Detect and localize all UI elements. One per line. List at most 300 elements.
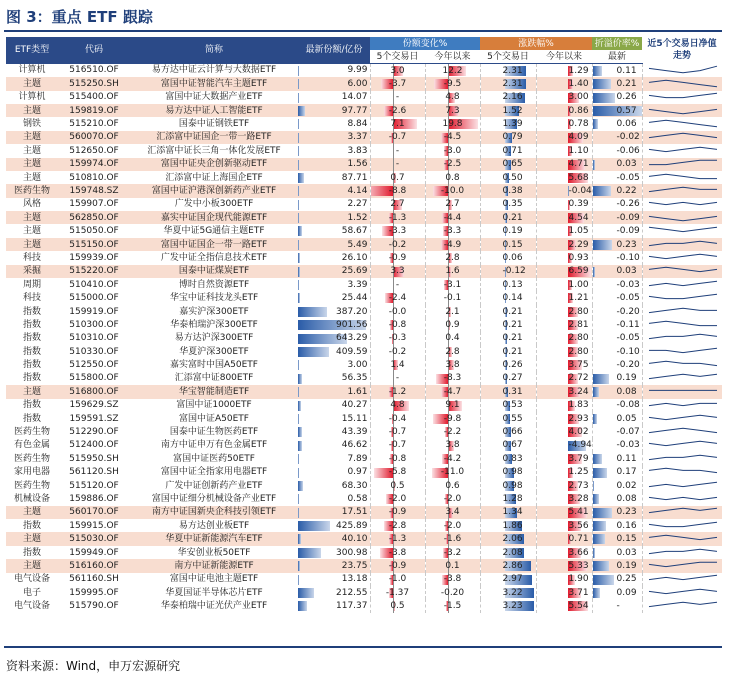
cell-share-d5: [370, 345, 425, 358]
cell-code: 510810.OF: [69, 172, 119, 183]
cell-share-d5: [370, 91, 425, 104]
table-row: [6, 532, 722, 545]
rise-d5-value: 1.39: [502, 119, 523, 130]
rise-ytd-value: 3.00: [568, 92, 589, 103]
table-row: [6, 77, 722, 90]
cell-sparkline: [642, 506, 722, 519]
col-share-ytd-header: 今年以来: [425, 50, 480, 63]
cell-share-ytd: [425, 519, 480, 532]
table-row: [6, 546, 722, 559]
cell-share-d5: [370, 425, 425, 438]
cell-type: 指数: [22, 520, 41, 531]
premium-value: -: [616, 601, 620, 612]
cell-premium: [592, 425, 642, 438]
cell-share-ytd: [425, 466, 480, 479]
cell-share-d5: [370, 104, 425, 117]
col-premium-latest-header: 最新: [592, 50, 642, 63]
cell-premium: [592, 224, 642, 237]
cell-rise-d5: [480, 251, 536, 264]
cell-name: 易方达沪深300ETF: [174, 333, 254, 344]
cell-type: 主题: [6, 559, 58, 572]
cell-name: 汇添富中证国企一带一路ETF: [130, 131, 298, 144]
cell-name: 南方中证申万有色金属ETF: [160, 440, 268, 451]
value-text: 3.4: [445, 507, 460, 518]
cell-rise-ytd: [536, 519, 592, 532]
cell-share: [298, 265, 370, 278]
cell-rise-d5: [480, 452, 536, 465]
cell-name: 富国中证全指家用电器ETF: [160, 467, 268, 478]
cell-name: 富国中证大数据产业ETF: [165, 92, 263, 103]
share-value: 409.59: [336, 346, 368, 357]
sparkline-chart: [645, 466, 721, 478]
cell-premium: [592, 104, 642, 117]
sparkline-path: [649, 482, 717, 486]
cell-type: 主题: [6, 131, 58, 144]
table-row: [6, 144, 722, 157]
rise-ytd-value: 4.71: [568, 159, 589, 170]
value-text: 0.7: [390, 172, 405, 183]
rise-ytd-value: 0.86: [568, 105, 589, 116]
rise-d5-value: 1.28: [502, 493, 523, 504]
cell-sparkline: [642, 251, 722, 264]
premium-value: -0.07: [616, 427, 640, 438]
cell-rise-ytd: [536, 332, 592, 345]
premium-value: -0.03: [616, 279, 640, 290]
rise-ytd-value: 3.71: [568, 587, 589, 598]
value-text: -1.5: [443, 601, 462, 612]
share-value: 1.52: [347, 212, 368, 223]
premium-value: -0.05: [616, 333, 640, 344]
rise-d5-value: 0.38: [502, 185, 523, 196]
value-text: -3.8: [443, 574, 462, 585]
sparkline-chart: [645, 131, 721, 143]
cell-share-ytd: [425, 385, 480, 398]
premium-value: 0.03: [616, 266, 637, 277]
rise-ytd-value: 5.41: [568, 507, 589, 518]
cell-rise-d5: [480, 532, 536, 545]
cell-premium: [592, 399, 642, 412]
cell-sparkline: [642, 211, 722, 224]
premium-value: 0.57: [616, 105, 637, 116]
table-row: [6, 479, 722, 492]
cell-rise-ytd: [536, 305, 592, 318]
sparkline-path: [649, 67, 717, 74]
premium-value: -0.05: [616, 293, 640, 304]
rise-group-header: 涨跌幅%: [480, 37, 592, 50]
source-note: 资料来源：Wind，申万宏源研究: [6, 659, 181, 673]
cell-name: 南方中证国新央企科技引领ETF: [130, 506, 298, 519]
cell-share-ytd: [425, 573, 480, 586]
cell-rise-ytd: [536, 412, 592, 425]
etf-tracking-table: [6, 37, 722, 613]
cell-share-d5: [370, 412, 425, 425]
rise-d5-value: 0.21: [502, 306, 523, 317]
share-value: 26.10: [341, 252, 368, 263]
cell-code: 512550.OF: [69, 360, 119, 371]
cell-code: 515950.SH: [69, 453, 119, 464]
share-value: 425.89: [336, 520, 368, 531]
cell-type: 采掘: [6, 265, 58, 278]
value-text: -4.7: [443, 386, 462, 397]
cell-premium: [592, 305, 642, 318]
rise-d5-value: 0.06: [502, 252, 523, 263]
value-text: 0.9: [445, 319, 460, 330]
cell-share: [298, 171, 370, 184]
sparkline-path: [649, 308, 717, 312]
premium-value: 0.16: [616, 520, 637, 531]
cell-name: 国泰中证钢铁ETF: [178, 119, 250, 130]
cell-rise-d5: [480, 479, 536, 492]
cell-premium: [592, 452, 642, 465]
rise-ytd-value: -0.04: [568, 185, 592, 196]
cell-share: [298, 104, 370, 117]
rise-ytd-value: 1.90: [568, 574, 589, 585]
cell-sparkline: [642, 412, 722, 425]
rise-d5-value: 0.26: [502, 360, 523, 371]
rise-d5-value: 0.35: [502, 199, 523, 210]
rise-ytd-value: 1.83: [568, 400, 589, 411]
flow-header: 近5个交易日净值走势: [642, 37, 722, 64]
cell-type: 医药生物: [13, 453, 50, 464]
cell-rise-d5: [480, 519, 536, 532]
rise-d5-value: 0.65: [502, 159, 523, 170]
cell-name: 嘉实富时中国A50ETF: [170, 360, 258, 371]
rise-ytd-value: 2.81: [568, 319, 589, 330]
sparkline-chart: [645, 520, 721, 532]
table-row: [6, 171, 722, 184]
sparkline-chart: [645, 573, 721, 585]
cell-share: [298, 358, 370, 371]
cell-share: [298, 291, 370, 304]
rise-d5-value: 0.98: [502, 467, 523, 478]
rise-d5-value: 0.66: [502, 427, 523, 438]
sparkline-path: [649, 535, 717, 539]
value-text: -: [395, 279, 400, 290]
col-share-header: 最新份额/亿份: [298, 37, 370, 64]
cell-rise-d5: [480, 238, 536, 251]
cell-type: 周期: [22, 279, 41, 290]
cell-share-d5: [370, 466, 425, 479]
table-row: [6, 586, 722, 599]
rise-ytd-value: 0.93: [568, 252, 589, 263]
rise-d5-value: 0.67: [502, 440, 523, 451]
figure-title: 图 3：重点 ETF 跟踪: [6, 8, 153, 26]
cell-premium: [592, 91, 642, 104]
value-text: -2.0: [388, 493, 407, 504]
table-row: [6, 251, 722, 264]
cell-rise-d5: [480, 425, 536, 438]
value-text: 0.1: [445, 560, 460, 571]
cell-rise-d5: [480, 492, 536, 505]
cell-sparkline: [642, 91, 722, 104]
cell-premium: [592, 586, 642, 599]
cell-share-ytd: [425, 171, 480, 184]
value-text: 9.1: [445, 400, 460, 411]
table-row: [6, 278, 722, 291]
cell-rise-ytd: [536, 546, 592, 559]
value-text: -8.8: [388, 185, 407, 196]
cell-share-ytd: [425, 345, 480, 358]
cell-rise-d5: [480, 506, 536, 519]
cell-rise-ytd: [536, 399, 592, 412]
cell-premium: [592, 64, 642, 77]
table-row: [6, 372, 722, 385]
cell-sparkline: [642, 425, 722, 438]
premium-value: -0.26: [616, 199, 640, 210]
cell-code: 159949.OF: [69, 547, 119, 558]
share-value: 68.30: [341, 480, 368, 491]
cell-premium: [592, 278, 642, 291]
cell-rise-d5: [480, 278, 536, 291]
sparkline-path: [649, 109, 717, 113]
cell-share-d5: [370, 158, 425, 171]
cell-premium: [592, 265, 642, 278]
value-text: 2.8: [445, 252, 460, 263]
premium-value: 0.21: [616, 78, 637, 89]
cell-type: 主题: [22, 172, 41, 183]
rise-d5-value: 0.19: [502, 226, 523, 237]
cell-name: 富国中证电池主题ETF: [169, 574, 259, 585]
value-text: -: [395, 92, 400, 103]
sparkline-path: [649, 589, 717, 593]
cell-name: 富国中证国企一带一路ETF: [130, 238, 298, 251]
sparkline-path: [649, 93, 717, 97]
cell-share: [298, 412, 370, 425]
rise-ytd-value: 0.71: [568, 534, 589, 545]
value-text: -: [395, 159, 400, 170]
cell-rise-d5: [480, 64, 536, 77]
sparkline-path: [649, 497, 717, 499]
value-text: 4.8: [445, 92, 460, 103]
value-text: -0.1: [443, 293, 462, 304]
share-value: 97.77: [341, 105, 368, 116]
cell-rise-d5: [480, 586, 536, 599]
value-text: -1.37: [385, 587, 410, 598]
sparkline-path: [649, 442, 717, 446]
table-row: [6, 211, 722, 224]
premium-value: 0.11: [616, 453, 637, 464]
sparkline-chart: [645, 265, 721, 277]
sparkline-path: [649, 203, 717, 205]
cell-share-ytd: [425, 158, 480, 171]
cell-rise-ytd: [536, 452, 592, 465]
sparkline-path: [649, 348, 717, 352]
cell-code: 561120.SH: [69, 467, 119, 478]
cell-rise-d5: [480, 385, 536, 398]
value-text: -2.4: [388, 293, 407, 304]
rise-d5-value: 2.31: [502, 78, 523, 89]
cell-rise-d5: [480, 198, 536, 211]
share-value: 15.11: [341, 413, 368, 424]
cell-share: [298, 599, 370, 612]
cell-share-ytd: [425, 546, 480, 559]
cell-share-ytd: [425, 91, 480, 104]
share-value: 901.56: [336, 319, 368, 330]
cell-share: [298, 77, 370, 90]
premium-value: -0.10: [616, 252, 640, 263]
rise-ytd-value: 0.39: [568, 199, 589, 210]
cell-name: 富国中证A50ETF: [179, 413, 249, 424]
rise-d5-value: 2.16: [502, 92, 523, 103]
cell-sparkline: [642, 546, 722, 559]
cell-share-ytd: [425, 332, 480, 345]
cell-rise-d5: [480, 372, 536, 385]
value-text: -11.0: [440, 467, 465, 478]
cell-rise-ytd: [536, 278, 592, 291]
cell-rise-ytd: [536, 104, 592, 117]
cell-share-ytd: [425, 452, 480, 465]
cell-share-ytd: [425, 224, 480, 237]
cell-type: 科技: [22, 252, 41, 263]
table-row: [6, 117, 722, 130]
cell-code: 512400.OF: [69, 440, 119, 451]
cell-share-d5: [370, 64, 425, 77]
sparkline-chart: [645, 533, 721, 545]
cell-share: [298, 492, 370, 505]
sparkline-path: [649, 602, 717, 606]
premium-value: 0.22: [616, 185, 637, 196]
rise-ytd-value: 4.54: [568, 212, 589, 223]
value-text: -3.7: [388, 78, 407, 89]
value-text: -4.4: [443, 212, 462, 223]
cell-type: 医药生物: [6, 184, 58, 197]
share-value: 23.75: [341, 560, 368, 571]
cell-sparkline: [642, 238, 722, 251]
sparkline-chart: [645, 185, 721, 197]
table-row: [6, 492, 722, 505]
cell-premium: [592, 372, 642, 385]
table-row: [6, 131, 722, 144]
rise-d5-value: 0.53: [502, 400, 523, 411]
sparkline-path: [649, 334, 717, 338]
cell-name: 华夏沪深300ETF: [179, 346, 249, 357]
value-text: -0.9: [388, 252, 407, 263]
sparkline-chart: [645, 600, 721, 612]
cell-share-d5: [370, 399, 425, 412]
cell-share-d5: [370, 251, 425, 264]
cell-rise-ytd: [536, 573, 592, 586]
rise-d5-value: 0.21: [502, 212, 523, 223]
rise-ytd-value: 2.29: [568, 239, 589, 250]
cell-type: 主题: [6, 211, 58, 224]
value-text: -0.20: [440, 587, 465, 598]
cell-share-ytd: [425, 104, 480, 117]
cell-share-d5: [370, 519, 425, 532]
cell-type: 家用电器: [13, 467, 50, 478]
cell-sparkline: [642, 131, 722, 144]
sparkline-path: [649, 375, 717, 379]
premium-value: 0.25: [616, 574, 637, 585]
rise-d5-value: 0.14: [502, 293, 523, 304]
cell-rise-ytd: [536, 184, 592, 197]
cell-rise-d5: [480, 305, 536, 318]
share-value: 17.51: [341, 507, 368, 518]
cell-code: 510410.OF: [69, 279, 119, 290]
rise-ytd-value: 2.80: [568, 346, 589, 357]
premium-value: 0.03: [616, 159, 637, 170]
cell-sparkline: [642, 318, 722, 331]
sparkline-chart: [645, 64, 721, 76]
rise-ytd-value: 1.00: [568, 279, 589, 290]
cell-share: [298, 425, 370, 438]
cell-rise-ytd: [536, 224, 592, 237]
cell-type: 机械设备: [13, 493, 50, 504]
cell-share: [298, 117, 370, 130]
rise-ytd-value: 1.29: [568, 65, 589, 76]
sparkline-chart: [645, 386, 721, 398]
cell-name: 汇添富中证上海国企ETF: [165, 172, 263, 183]
cell-share-d5: [370, 492, 425, 505]
cell-name: 华夏中证5G通信主题ETF: [163, 226, 265, 237]
share-value: 300.98: [336, 547, 368, 558]
col-type-header: ETF类型: [6, 37, 58, 64]
cell-type: 主题: [6, 532, 58, 545]
cell-share-ytd: [425, 265, 480, 278]
cell-rise-d5: [480, 265, 536, 278]
cell-name: 华夏国证半导体芯片ETF: [165, 587, 263, 598]
cell-sparkline: [642, 385, 722, 398]
value-text: -4.2: [443, 453, 462, 464]
cell-type: 风格: [22, 199, 41, 210]
cell-rise-d5: [480, 573, 536, 586]
sparkline-path: [649, 120, 717, 127]
cell-name: 富国中证智能汽车主题ETF: [130, 77, 298, 90]
premium-value: -0.02: [616, 132, 640, 143]
cell-sparkline: [642, 372, 722, 385]
cell-premium: [592, 573, 642, 586]
rise-d5-value: 0.98: [502, 480, 523, 491]
cell-share-ytd: [425, 586, 480, 599]
value-text: 0.6: [445, 480, 460, 491]
cell-share-d5: [370, 532, 425, 545]
cell-share-ytd: [425, 425, 480, 438]
cell-sparkline: [642, 573, 722, 586]
cell-premium: [592, 158, 642, 171]
value-text: -3.2: [443, 547, 462, 558]
cell-sparkline: [642, 439, 722, 452]
cell-code: 159915.OF: [69, 520, 119, 531]
cell-share-d5: [370, 211, 425, 224]
col-rise-ytd-header: 今年以来: [536, 50, 592, 63]
cell-rise-ytd: [536, 492, 592, 505]
value-text: -2.0: [443, 493, 462, 504]
cell-share-ytd: [425, 198, 480, 211]
cell-rise-d5: [480, 131, 536, 144]
cell-share-ytd: [425, 372, 480, 385]
cell-name: 易方达中证云计算与大数据ETF: [151, 65, 277, 76]
cell-sparkline: [642, 399, 722, 412]
cell-premium: [592, 492, 642, 505]
sparkline-chart: [645, 493, 721, 505]
cell-rise-d5: [480, 439, 536, 452]
cell-premium: [592, 546, 642, 559]
cell-rise-ytd: [536, 77, 592, 90]
table-row: [6, 318, 722, 331]
sparkline-path: [649, 187, 717, 191]
cell-share-ytd: [425, 184, 480, 197]
cell-rise-ytd: [536, 251, 592, 264]
cell-share-ytd: [425, 77, 480, 90]
cell-sparkline: [642, 291, 722, 304]
cell-share: [298, 439, 370, 452]
value-text: -0.0: [388, 306, 407, 317]
cell-code: 512290.OF: [69, 427, 119, 438]
sparkline-chart: [645, 439, 721, 451]
cell-share-ytd: [425, 358, 480, 371]
cell-rise-ytd: [536, 117, 592, 130]
table-row: [6, 466, 722, 479]
table-row: [6, 291, 722, 304]
